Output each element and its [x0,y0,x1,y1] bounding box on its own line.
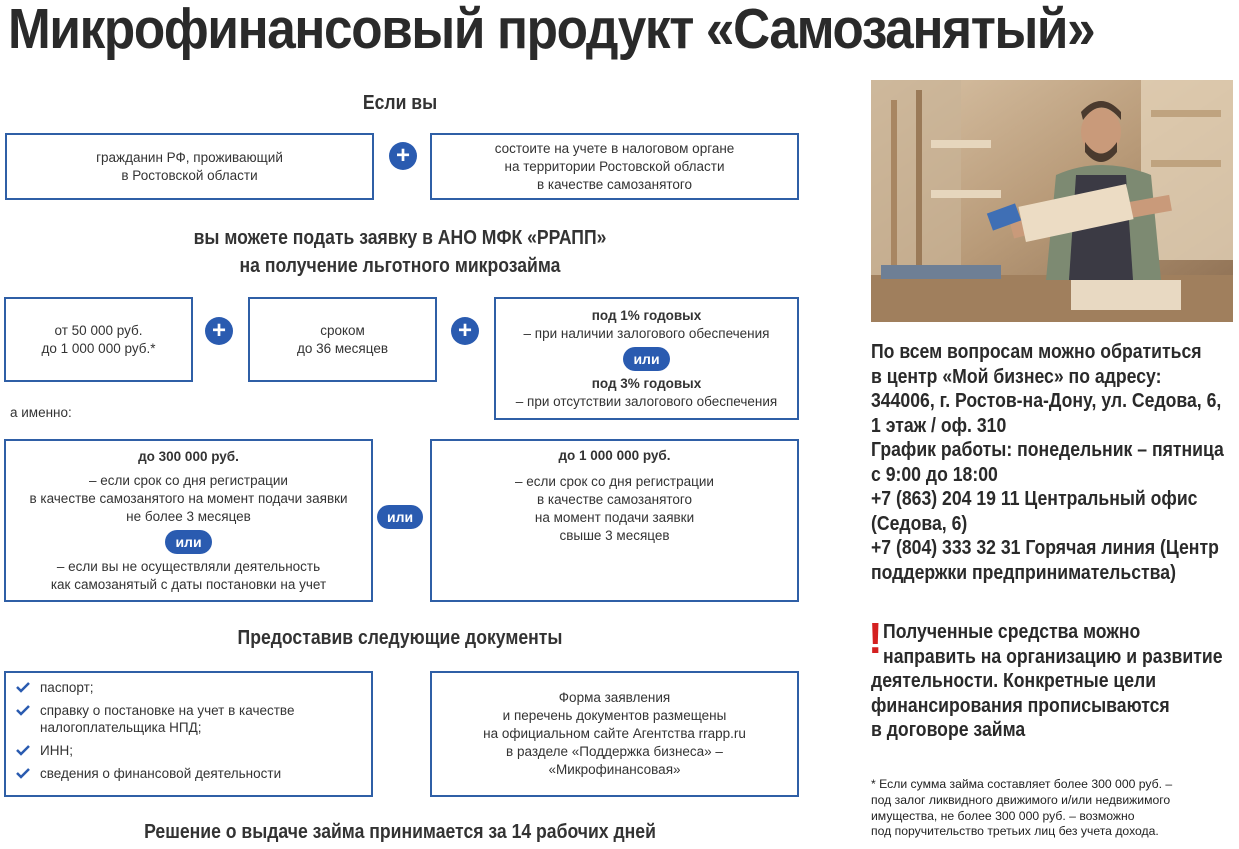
loan-amount-line: до 1 000 000 руб.* [41,340,156,356]
loan-term-box [248,297,437,382]
rate-1-title: под 1% годовых [591,307,702,323]
case-1m-title: до 1 000 000 руб. [558,448,671,463]
condition-citizen-box [5,133,374,200]
doc-item-text: паспорт; [40,680,94,695]
loan-term-line: до 36 месяцев [296,340,388,356]
contact-line: (Седова, 6) [871,511,968,535]
loan-amount-box [4,297,193,382]
notice-line: направить на организацию и развитие [883,644,1223,668]
case-300k-line: – если вы не осуществляли деятельность [56,558,321,574]
rate-3-text: – при отсутствии залогового обеспечения [515,393,778,409]
loan-term-line: сроком [320,322,365,338]
doc-item [16,679,94,696]
notice-block [871,620,1222,743]
footnote-line: под залог ликвидного движимого и/или недвижимого [871,792,1171,807]
workshop-photo [871,80,1233,322]
footnote-line: имущества, не более 300 000 руб. – возможно [871,808,1135,823]
apply-heading [92,224,708,280]
apply-heading-line: на получение льготного микрозайма [239,255,561,277]
exclamation-icon: ! [868,614,883,663]
contacts-block [871,340,1224,585]
contact-line: поддержки предпринимательства) [871,560,1176,584]
case-300k-box [4,439,373,602]
if-you-heading: Если вы [362,92,438,114]
plus-icon: + [205,317,233,345]
or-badge: или [623,347,669,371]
case-1m-line: свыше 3 месяцев [559,528,670,543]
carpenter-photo-image [871,80,1233,322]
plus-icon: + [451,317,479,345]
form-info-line: и перечень документов размещены [502,708,727,723]
checkmark-icon [16,766,30,780]
doc-item-text: сведения о финансовой деятельности [40,766,282,781]
notice-line: Полученные средства можно [883,620,1141,643]
loan-rate-box [494,297,799,420]
form-info-line: в разделе «Поддержка бизнеса» – [506,744,723,759]
rate-3-title: под 3% годовых [591,375,702,391]
case-1m-box [430,439,799,602]
plus-icon: + [389,142,417,170]
case-300k-line: не более 3 месяцев [126,508,251,524]
case-1m-line: в качестве самозанятого [536,492,693,507]
rate-1-text: – при наличии залогового обеспечения [523,325,770,341]
docs-checklist [4,671,373,797]
or-badge: или [377,505,423,529]
doc-item [16,742,73,759]
form-info-line: на официальном сайте Агентства rrapp.ru [483,726,746,741]
condition-registered-line: на территории Ростовской области [504,158,725,174]
contact-address: 344006, г. Ростов-на-Дону, ул. Седова, 6, [871,389,1222,412]
contact-schedule: График работы: понедельник – пятница [871,438,1224,461]
footnote-line: под поручительство третьих лиц без учета дохода. [871,824,1159,839]
doc-item-text: налогоплательщика НПД; [40,720,202,735]
checkmark-icon [16,680,30,694]
namely-label: а именно: [10,405,72,420]
contact-line: По всем вопросам можно обратиться [871,340,1202,363]
case-1m-line: – если срок со дня регистрации [515,474,714,489]
checkmark-icon [16,743,30,757]
case-300k-line: в качестве самозанятого на момент подачи заявки [29,490,348,506]
doc-item [16,702,294,736]
notice-line: деятельности. Конкретные цели [871,669,1157,692]
notice-line: финансирования прописываются [871,693,1170,717]
contact-hours: с 9:00 до 18:00 [871,462,998,486]
condition-registered-line: в качестве самозанятого [536,176,693,192]
decision-note: Решение о выдаче займа принимается за 14 рабочих дней [144,821,656,843]
contact-office: 1 этаж / оф. 310 [871,413,1007,437]
case-300k-line: как самозанятый с даты постановки на учет [50,576,327,592]
or-badge: или [165,530,211,554]
doc-item-text: ИНН; [40,743,73,758]
contact-line: в центр «Мой бизнес» по адресу: [871,364,1162,388]
case-300k-title: до 300 000 руб. [138,448,239,464]
doc-item-text: справку о постановке на учет в качестве [40,703,295,718]
footnote [871,777,1233,840]
form-info-box [430,671,799,797]
case-1m-line: на момент подачи заявки [534,510,695,525]
condition-registered-box [430,133,799,200]
form-info-line: «Микрофинансовая» [548,762,681,777]
form-info-line: Форма заявления [558,690,671,705]
doc-item [16,765,281,782]
notice-line: в договоре займа [871,718,1026,741]
condition-citizen-line: в Ростовской области [121,167,258,183]
loan-amount-line: от 50 000 руб. [54,322,143,338]
footnote-line: * Если сумма займа составляет более 300 000 руб. – [871,777,1173,791]
page-title: Микрофинансовый продукт «Самозанятый» [8,0,1095,61]
contact-phone-hotline: +7 (804) 333 32 31 Горячая линия (Центр [871,536,1219,559]
apply-heading-line: вы можете подать заявку в АНО МФК «РРАПП» [193,227,607,249]
case-300k-line: – если срок со дня регистрации [89,472,288,488]
docs-heading: Предоставив следующие документы [237,627,563,649]
condition-citizen-line: гражданин РФ, проживающий [96,149,283,165]
contact-phone-main: +7 (863) 204 19 11 Центральный офис [871,487,1198,510]
condition-registered-line: состоите на учете в налоговом органе [494,140,735,156]
checkmark-icon [16,703,30,717]
